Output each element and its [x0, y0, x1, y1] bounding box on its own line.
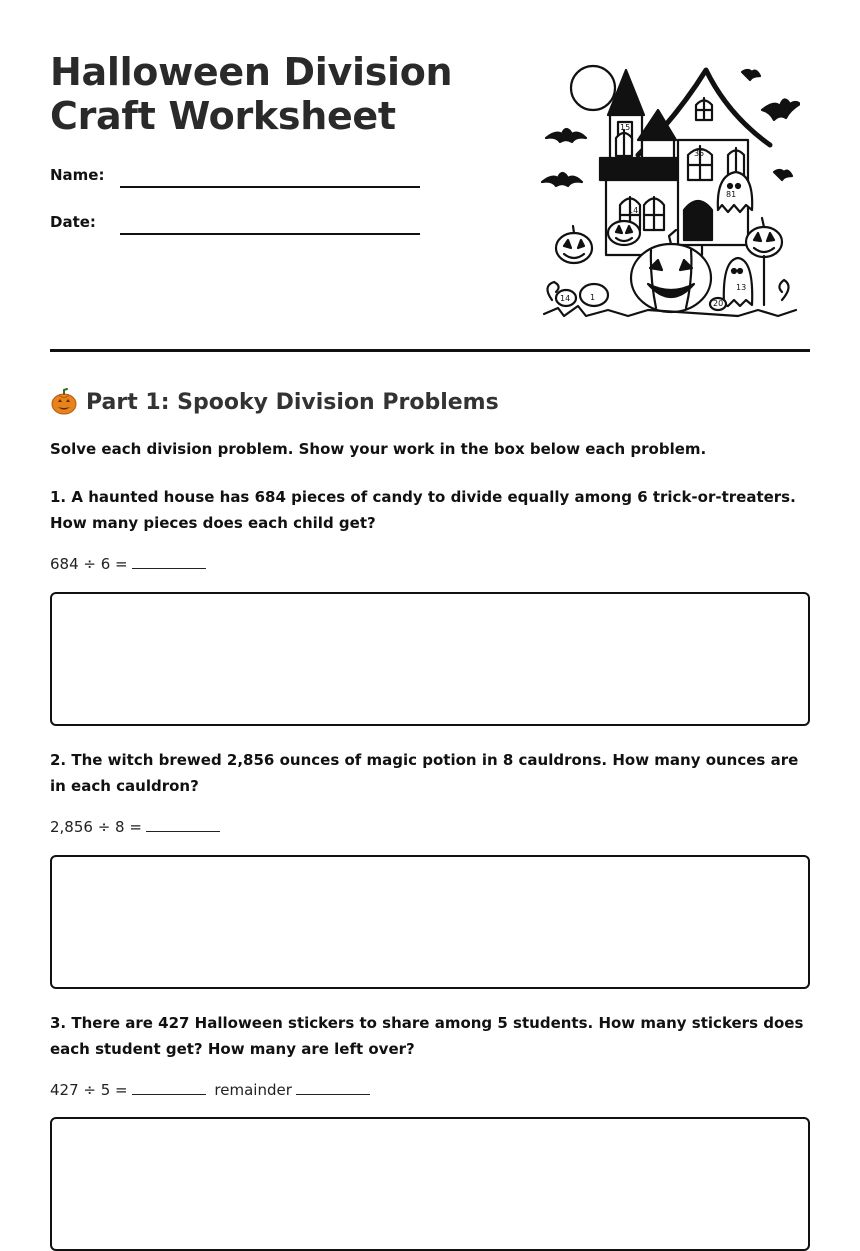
- name-field[interactable]: [50, 160, 420, 190]
- illus-number: 1: [590, 293, 596, 302]
- bat-icon: [546, 129, 586, 142]
- haunted-house-illustration: [538, 60, 800, 320]
- date-label: Date:: [50, 213, 96, 231]
- illus-number: 13: [736, 283, 747, 292]
- remainder-blank[interactable]: [296, 1080, 370, 1095]
- work-box-3[interactable]: [50, 1117, 810, 1251]
- problem-1-text: 1. A haunted house has 684 pieces of candy to divide equally among 6 trick-or-treaters. How many pieces does each child get?: [50, 488, 796, 532]
- problem-2-equation: [50, 817, 220, 836]
- equation-text: 427 ÷ 5 =: [50, 1081, 128, 1099]
- work-box-1[interactable]: [50, 592, 810, 726]
- answer-blank[interactable]: [132, 1080, 206, 1095]
- answer-blank[interactable]: [132, 554, 206, 569]
- answer-blank[interactable]: [146, 817, 220, 832]
- moon-icon: [571, 66, 615, 110]
- problem-3-equation: [50, 1080, 370, 1099]
- title-line-2: Craft Worksheet: [50, 94, 396, 138]
- header-divider: [50, 349, 810, 352]
- equation-text: 684 ÷ 6 =: [50, 555, 128, 573]
- worksheet-title: [50, 50, 510, 138]
- problem-2-text: 2. The witch brewed 2,856 ounces of magic potion in 8 cauldrons. How many ounces are in each cauldron?: [50, 751, 799, 795]
- section-title: [50, 388, 499, 416]
- name-label: Name:: [50, 166, 105, 184]
- remainder-label: remainder: [214, 1081, 292, 1099]
- title-line-1: Halloween Division: [50, 50, 453, 94]
- problem-3-text: 3. There are 427 Halloween stickers to share among 5 students. How many stickers does each student get? How many are left over?: [50, 1014, 804, 1058]
- pumpkin-icon: [50, 388, 78, 416]
- date-line[interactable]: [120, 233, 420, 235]
- section-title-text: Part 1: Spooky Division Problems: [86, 389, 499, 415]
- illus-number: 15: [620, 123, 631, 132]
- illus-number: 35: [694, 149, 705, 158]
- date-field[interactable]: [50, 207, 420, 237]
- illus-number: 81: [726, 190, 737, 199]
- equation-text: 2,856 ÷ 8 =: [50, 818, 142, 836]
- illus-number: 14: [628, 206, 639, 215]
- jack-o-lantern-icon: [631, 244, 711, 312]
- illus-number: 20: [713, 299, 724, 308]
- illus-number: 14: [560, 294, 571, 303]
- name-line[interactable]: [120, 186, 420, 188]
- work-box-2[interactable]: [50, 855, 810, 989]
- instructions-text: Solve each division problem. Show your work in the box below each problem.: [50, 440, 707, 458]
- problem-1-equation: [50, 554, 206, 573]
